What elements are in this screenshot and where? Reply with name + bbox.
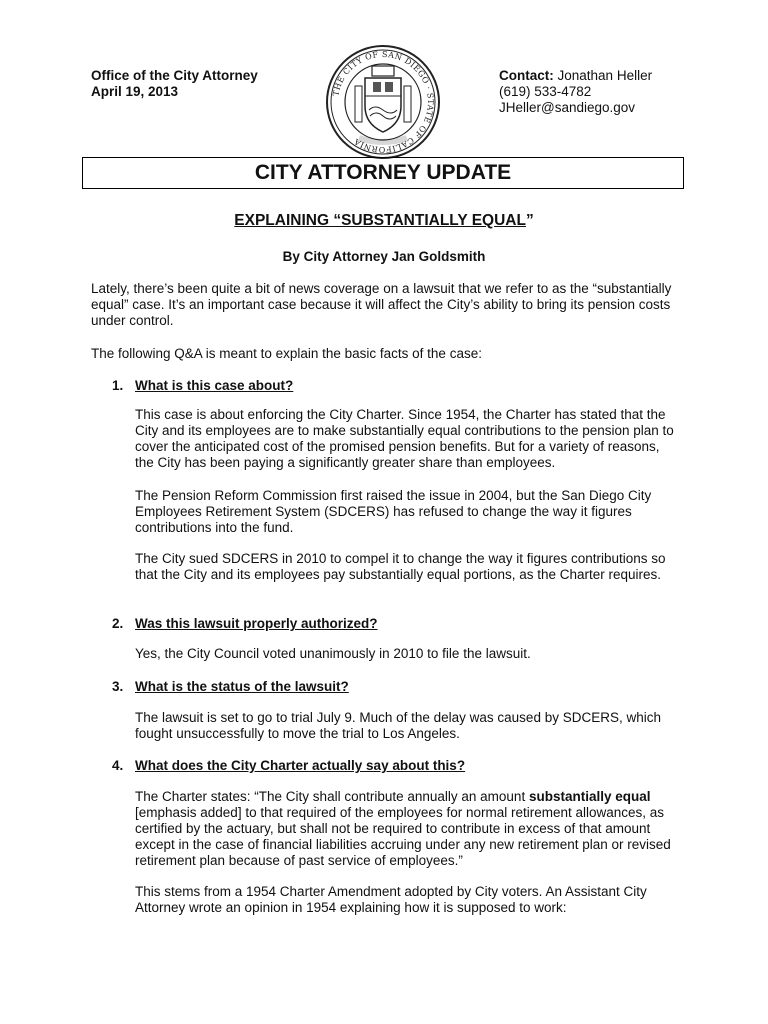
contact-info bbox=[499, 68, 652, 116]
question-title-text: Was this lawsuit properly authorized? bbox=[135, 616, 378, 631]
subtitle-underlined: EXPLAINING “SUBSTANTIALLY EQUAL bbox=[234, 212, 526, 229]
answer-paragraph: This case is about enforcing the City Charter. Since 1954, the Charter has stated that the City and its employees are to make substantially equal contributions to the pension plan to cover the anticipated cost of the promised pension benefits. But for a variety of reasons, the City has been paying a significantly greater share than employees. bbox=[135, 407, 674, 470]
question-number: 4. bbox=[112, 758, 124, 773]
charter-quote bbox=[135, 789, 680, 869]
question-number: 2. bbox=[112, 616, 124, 631]
quote-emphasis: substantially equal bbox=[528, 789, 651, 804]
question-title-text: What is the status of the lawsuit? bbox=[135, 679, 349, 694]
byline: By City Attorney Jan Goldsmith bbox=[282, 249, 486, 264]
question-title bbox=[135, 758, 680, 774]
contact-email[interactable]: JHeller@sandiego.gov bbox=[499, 100, 636, 115]
city-seal-icon bbox=[325, 44, 441, 160]
contact-label: Contact: bbox=[499, 68, 554, 83]
question-number: 3. bbox=[112, 679, 124, 694]
question-title bbox=[135, 679, 680, 695]
contact-name: Jonathan Heller bbox=[557, 68, 653, 83]
answer-paragraph: The City sued SDCERS in 2010 to compel it to change the way it figures contributions so that the City and its employees pay substantially equal portions, as the Charter requires. bbox=[135, 551, 666, 582]
article-subtitle bbox=[0, 213, 768, 229]
question-number: 1. bbox=[112, 378, 124, 393]
subtitle-close-quote: ” bbox=[525, 212, 534, 229]
question-title bbox=[135, 616, 680, 632]
quote-before: The Charter states: “The City shall contribute annually an amount bbox=[135, 789, 529, 804]
intro-lead: The following Q&A is meant to explain the basic facts of the case: bbox=[91, 346, 482, 361]
intro-paragraph: Lately, there’s been quite a bit of news coverage on a lawsuit that we refer to as the “substantially equal” case. It’s an important case because it will affect the City’s ability to bring its pension costs under control. bbox=[91, 281, 672, 328]
page-title: CITY ATTORNEY UPDATE bbox=[82, 157, 684, 189]
svg-text:THE CITY OF SAN DIEGO · STATE: THE CITY OF SAN DIEGO · STATE OF CALIFORNIA bbox=[331, 49, 436, 155]
office-info bbox=[91, 68, 258, 100]
contact-phone: (619) 533-4782 bbox=[499, 84, 592, 99]
answer-paragraph: The lawsuit is set to go to trial July 9. Much of the delay was caused by SDCERS, which fought unsuccessfully to move the trial to Los Angeles. bbox=[135, 710, 661, 741]
office-name: Office of the City Attorney bbox=[91, 68, 258, 83]
quote-after: [emphasis added] to that required of the employees for normal retirement allowances, as certified by the actuary, but shall not be required to contribute in excess of that amount except in the case of financial liabilities accruing under any new retirement plan or revised retirement plan because of past service of employees.” bbox=[135, 805, 671, 868]
question-title-text: What does the City Charter actually say about this? bbox=[135, 758, 466, 773]
answer-paragraph: Yes, the City Council voted unanimously in 2010 to file the lawsuit. bbox=[135, 646, 531, 661]
answer-paragraph: The Pension Reform Commission first raised the issue in 2004, but the San Diego City Employees Retirement System (SDCERS) has refused to change the way it figures contributions into the fund. bbox=[135, 488, 652, 535]
question-title-text: What is this case about? bbox=[135, 378, 294, 393]
question-title bbox=[135, 378, 680, 394]
answer-paragraph: This stems from a 1954 Charter Amendment adopted by City voters. An Assistant City Attorney wrote an opinion in 1954 explaining how it is supposed to work: bbox=[135, 884, 647, 915]
release-date: April 19, 2013 bbox=[91, 84, 179, 99]
